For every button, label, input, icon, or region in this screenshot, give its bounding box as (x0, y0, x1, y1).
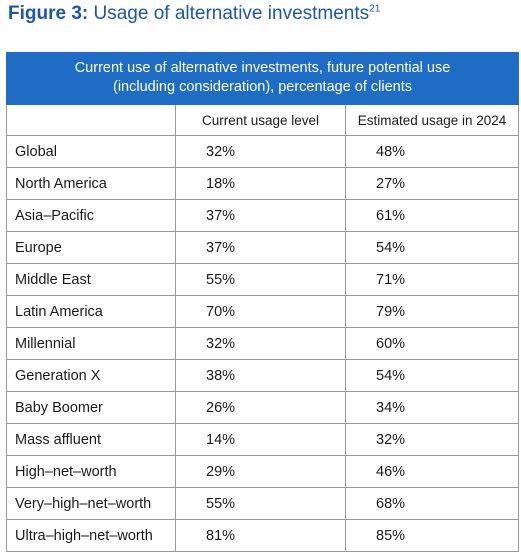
estimated-usage-cell: 27% (346, 168, 519, 200)
row-label: Millennial (7, 328, 176, 360)
row-label: Baby Boomer (7, 392, 176, 424)
table-row (7, 456, 519, 488)
table-row (7, 136, 519, 168)
usage-table (6, 52, 519, 552)
table-row (7, 360, 519, 392)
current-usage-cell: 29% (176, 456, 346, 488)
estimated-usage-cell: 46% (346, 456, 519, 488)
row-label: High–net–worth (7, 456, 176, 488)
current-usage-cell: 18% (176, 168, 346, 200)
table-row (7, 232, 519, 264)
estimated-usage-cell: 54% (346, 360, 519, 392)
estimated-usage-cell: 54% (346, 232, 519, 264)
row-label: Very–high–net–worth (7, 488, 176, 520)
current-usage-cell: 81% (176, 520, 346, 552)
table-row (7, 296, 519, 328)
table-body (7, 136, 519, 552)
row-label: Latin America (7, 296, 176, 328)
current-usage-cell: 37% (176, 200, 346, 232)
estimated-usage-cell: 32% (346, 424, 519, 456)
current-usage-cell: 55% (176, 488, 346, 520)
header-current-usage: Current usage level (176, 105, 346, 136)
table-row (7, 424, 519, 456)
current-usage-cell: 14% (176, 424, 346, 456)
row-label: Global (7, 136, 176, 168)
figure-number: Figure 3: (8, 3, 89, 24)
table-row (7, 200, 519, 232)
figure-title (8, 2, 380, 26)
estimated-usage-cell: 68% (346, 488, 519, 520)
caption-line-2: (including consideration), percentage of clients (112, 79, 413, 95)
row-label: Mass affluent (7, 424, 176, 456)
figure-title-text: Usage of alternative investments (88, 3, 370, 24)
estimated-usage-cell: 79% (346, 296, 519, 328)
row-label: Ultra–high–net–worth (7, 520, 176, 552)
row-label: Europe (7, 232, 176, 264)
row-label: North America (7, 168, 176, 200)
header-estimated-usage: Estimated usage in 2024 (346, 105, 519, 136)
table-row (7, 520, 519, 552)
row-label: Middle East (7, 264, 176, 296)
current-usage-cell: 55% (176, 264, 346, 296)
estimated-usage-cell: 34% (346, 392, 519, 424)
table-row (7, 488, 519, 520)
caption-line-1: Current use of alternative investments, future potential use (74, 60, 451, 76)
footnote-marker: 21 (369, 3, 381, 15)
current-usage-cell: 70% (176, 296, 346, 328)
table-caption (7, 53, 519, 105)
current-usage-cell: 38% (176, 360, 346, 392)
current-usage-cell: 32% (176, 328, 346, 360)
table-row (7, 168, 519, 200)
row-label: Asia–Pacific (7, 200, 176, 232)
header-row (7, 105, 519, 136)
estimated-usage-cell: 71% (346, 264, 519, 296)
current-usage-cell: 26% (176, 392, 346, 424)
estimated-usage-cell: 60% (346, 328, 519, 360)
row-label: Generation X (7, 360, 176, 392)
header-label-column (7, 105, 176, 136)
table-row (7, 264, 519, 296)
current-usage-cell: 37% (176, 232, 346, 264)
current-usage-cell: 32% (176, 136, 346, 168)
estimated-usage-cell: 85% (346, 520, 519, 552)
usage-table-container (6, 52, 518, 552)
table-row (7, 392, 519, 424)
estimated-usage-cell: 48% (346, 136, 519, 168)
estimated-usage-cell: 61% (346, 200, 519, 232)
table-row (7, 328, 519, 360)
